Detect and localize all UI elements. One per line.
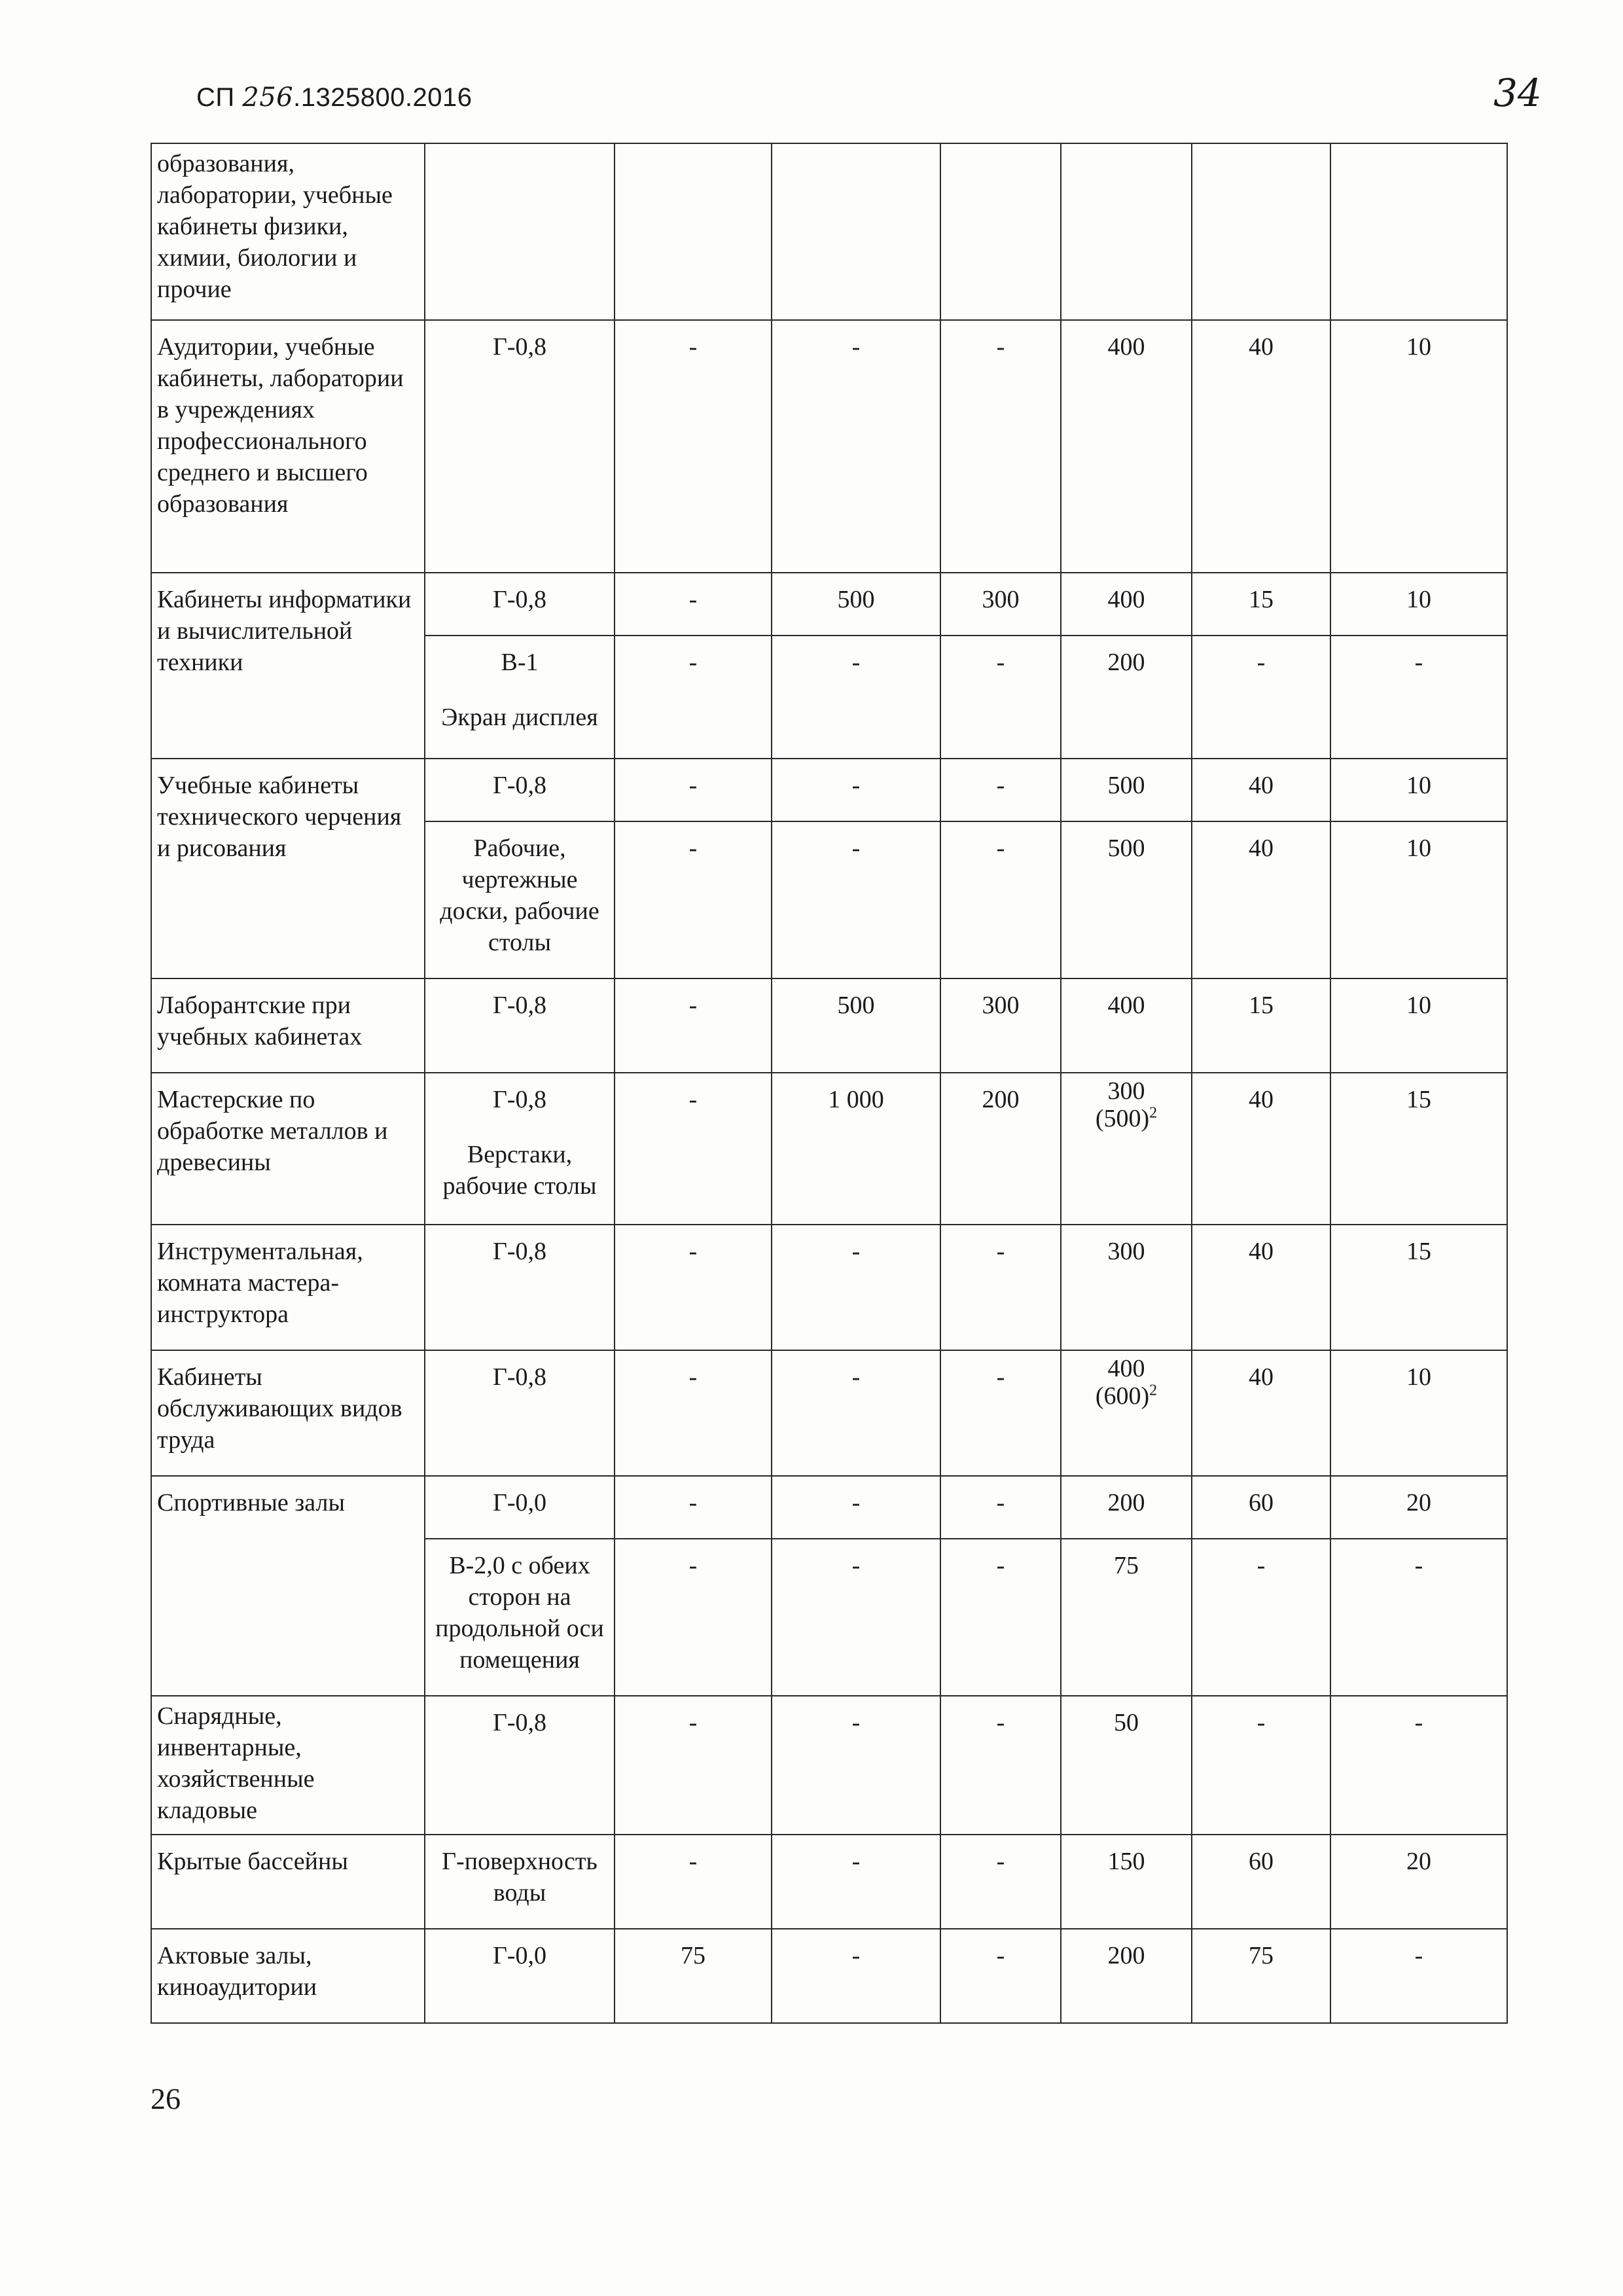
- value-col3: 300: [940, 978, 1061, 1073]
- illumination-table: [151, 143, 1508, 2024]
- ugr: 15: [1192, 978, 1330, 1073]
- ugr: 15: [1192, 573, 1330, 636]
- value-col1: -: [615, 573, 772, 636]
- room-name: образования, лаборатории, учебные кабинеты физики, химии, биологии и прочие: [151, 143, 425, 320]
- illuminance: 75: [1061, 1539, 1192, 1696]
- pulsation: 10: [1330, 320, 1507, 573]
- working-plane: Г-поверхность воды: [425, 1835, 615, 1929]
- room-name: Лаборантские при учебных кабинетах: [151, 978, 425, 1073]
- table-row: [151, 759, 1507, 821]
- value-col3: -: [940, 1539, 1061, 1696]
- illuminance: 400: [1061, 978, 1192, 1073]
- room-name: Кабинеты обслуживающих видов труда: [151, 1350, 425, 1476]
- ugr: 40: [1192, 1073, 1330, 1225]
- illuminance: [1061, 1073, 1192, 1225]
- value-col3: -: [940, 1929, 1061, 2023]
- table-row: [151, 1929, 1507, 2023]
- header-suffix: .1325800.2016: [293, 83, 473, 112]
- pulsation: -: [1330, 636, 1507, 759]
- value-col3: -: [940, 1350, 1061, 1476]
- room-name: Актовые залы, киноаудитории: [151, 1929, 425, 2023]
- pulsation: 10: [1330, 821, 1507, 978]
- illuminance: 300: [1061, 1225, 1192, 1350]
- ugr: 75: [1192, 1929, 1330, 2023]
- value-col2: -: [772, 821, 940, 978]
- pulsation: -: [1330, 1929, 1507, 2023]
- value-col2: -: [772, 320, 940, 573]
- value-col1: [615, 143, 772, 320]
- working-plane: Г-0,8: [425, 759, 615, 821]
- illuminance-value: 300: [1107, 1077, 1145, 1105]
- value-col1: -: [615, 1073, 772, 1225]
- room-name: Аудитории, учебные кабинеты, лаборатории в учреждениях профессионального среднего и высшего образования: [151, 320, 425, 573]
- pulsation: 20: [1330, 1835, 1507, 1929]
- value-col2: -: [772, 1350, 940, 1476]
- illuminance: 500: [1061, 821, 1192, 978]
- working-plane: В-2,0 с обеих сторон на продольной оси помещения: [425, 1539, 615, 1696]
- pulsation: 10: [1330, 573, 1507, 636]
- working-plane: [425, 143, 615, 320]
- value-col1: -: [615, 759, 772, 821]
- ugr: 60: [1192, 1476, 1330, 1539]
- room-name: Учебные кабинеты технического черчения и рисования: [151, 759, 425, 978]
- value-col3: -: [940, 1476, 1061, 1539]
- working-plane: [425, 636, 615, 759]
- ugr: 40: [1192, 1350, 1330, 1476]
- table-row: [151, 143, 1507, 320]
- value-col1: -: [615, 1476, 772, 1539]
- room-name: Кабинеты информатики и вычислительной техники: [151, 573, 425, 759]
- working-plane: Г-0,8: [425, 1696, 615, 1835]
- pulsation: 15: [1330, 1073, 1507, 1225]
- ugr: 40: [1192, 759, 1330, 821]
- table-row: [151, 320, 1507, 573]
- illuminance-alt: $(600)^2$: [1095, 1382, 1158, 1410]
- illuminance: 200: [1061, 1929, 1192, 2023]
- header-handwritten-number: 256: [242, 82, 294, 113]
- illuminance: 200: [1061, 1476, 1192, 1539]
- value-col1: -: [615, 1696, 772, 1835]
- working-plane: Г-0,8: [425, 1225, 615, 1350]
- room-name: Крытые бассейны: [151, 1835, 425, 1929]
- value-col2: -: [772, 1835, 940, 1929]
- value-col1: -: [615, 1350, 772, 1476]
- value-col1: -: [615, 1225, 772, 1350]
- illuminance: 50: [1061, 1696, 1192, 1835]
- footnote-mark: 2: [1149, 1104, 1158, 1122]
- value-col3: -: [940, 1835, 1061, 1929]
- value-col1: -: [615, 978, 772, 1073]
- value-col2: 500: [772, 978, 940, 1073]
- handwritten-page-number: 34: [1493, 71, 1542, 115]
- table-row: [151, 1696, 1507, 1835]
- working-plane: Г-0,0: [425, 1476, 615, 1539]
- document-header: [196, 82, 473, 113]
- table-row: [151, 1350, 1507, 1476]
- plane-line-1: В-1: [501, 649, 539, 676]
- value-col1: -: [615, 821, 772, 978]
- illuminance: [1061, 1350, 1192, 1476]
- table-row: [151, 978, 1507, 1073]
- illuminance: [1061, 143, 1192, 320]
- value-col3: -: [940, 1225, 1061, 1350]
- table-row: [151, 573, 1507, 636]
- illuminance: 400: [1061, 573, 1192, 636]
- value-col2: -: [772, 1539, 940, 1696]
- ugr: 40: [1192, 320, 1330, 573]
- value-col1: -: [615, 1835, 772, 1929]
- value-col3: -: [940, 320, 1061, 573]
- working-plane: [425, 1073, 615, 1225]
- plane-line-2: Экран дисплея: [441, 704, 598, 731]
- illuminance: 150: [1061, 1835, 1192, 1929]
- ugr: 60: [1192, 1835, 1330, 1929]
- pulsation: [1330, 143, 1507, 320]
- plane-line-1: Г-0,8: [492, 1086, 547, 1113]
- value-col3: [940, 143, 1061, 320]
- value-col2: -: [772, 1225, 940, 1350]
- value-col2: -: [772, 1696, 940, 1835]
- working-plane: Г-0,8: [425, 978, 615, 1073]
- pulsation: 15: [1330, 1225, 1507, 1350]
- room-name: Спортивные залы: [151, 1476, 425, 1696]
- value-col3: 300: [940, 573, 1061, 636]
- table-row: [151, 1476, 1507, 1539]
- pulsation: 10: [1330, 759, 1507, 821]
- pulsation: 10: [1330, 978, 1507, 1073]
- value-col1: -: [615, 1539, 772, 1696]
- room-name: Снарядные, инвентарные, хозяйственные кладовые: [151, 1696, 425, 1835]
- working-plane: Рабочие, чертежные доски, рабочие столы: [425, 821, 615, 978]
- value-col2: [772, 143, 940, 320]
- ugr: -: [1192, 1539, 1330, 1696]
- footer-page-number: 26: [151, 2082, 181, 2115]
- plane-line-2: Верстаки, рабочие столы: [442, 1141, 597, 1200]
- working-plane: Г-0,8: [425, 573, 615, 636]
- room-name: Мастерские по обработке металлов и древесины: [151, 1073, 425, 1225]
- value-col2: -: [772, 759, 940, 821]
- pulsation: -: [1330, 1696, 1507, 1835]
- value-col2: -: [772, 1476, 940, 1539]
- ugr: -: [1192, 1696, 1330, 1835]
- footnote-mark: 2: [1149, 1382, 1158, 1399]
- illuminance-value: 400: [1107, 1355, 1145, 1382]
- pulsation: 10: [1330, 1350, 1507, 1476]
- table-row: [151, 1225, 1507, 1350]
- header-prefix: СП: [196, 83, 243, 112]
- table-row: [151, 1073, 1507, 1225]
- value-col2: 1 000: [772, 1073, 940, 1225]
- value-col2: -: [772, 636, 940, 759]
- ugr: 40: [1192, 821, 1330, 978]
- working-plane: Г-0,0: [425, 1929, 615, 2023]
- value-col3: -: [940, 636, 1061, 759]
- illuminance: 400: [1061, 320, 1192, 573]
- ugr: -: [1192, 636, 1330, 759]
- value-col3: -: [940, 759, 1061, 821]
- value-col3: -: [940, 821, 1061, 978]
- pulsation: -: [1330, 1539, 1507, 1696]
- ugr: 40: [1192, 1225, 1330, 1350]
- illuminance: 500: [1061, 759, 1192, 821]
- value-col1: -: [615, 636, 772, 759]
- illuminance-alt: $(500)^2$: [1095, 1104, 1158, 1132]
- ugr: [1192, 143, 1330, 320]
- working-plane: Г-0,8: [425, 1350, 615, 1476]
- value-col3: -: [940, 1696, 1061, 1835]
- pulsation: 20: [1330, 1476, 1507, 1539]
- value-col3: 200: [940, 1073, 1061, 1225]
- value-col2: -: [772, 1929, 940, 2023]
- value-col2: 500: [772, 573, 940, 636]
- table-row: [151, 1835, 1507, 1929]
- room-name: Инструментальная, комната мастера-инструктора: [151, 1225, 425, 1350]
- working-plane: Г-0,8: [425, 320, 615, 573]
- value-col1: 75: [615, 1929, 772, 2023]
- illuminance: 200: [1061, 636, 1192, 759]
- value-col1: -: [615, 320, 772, 573]
